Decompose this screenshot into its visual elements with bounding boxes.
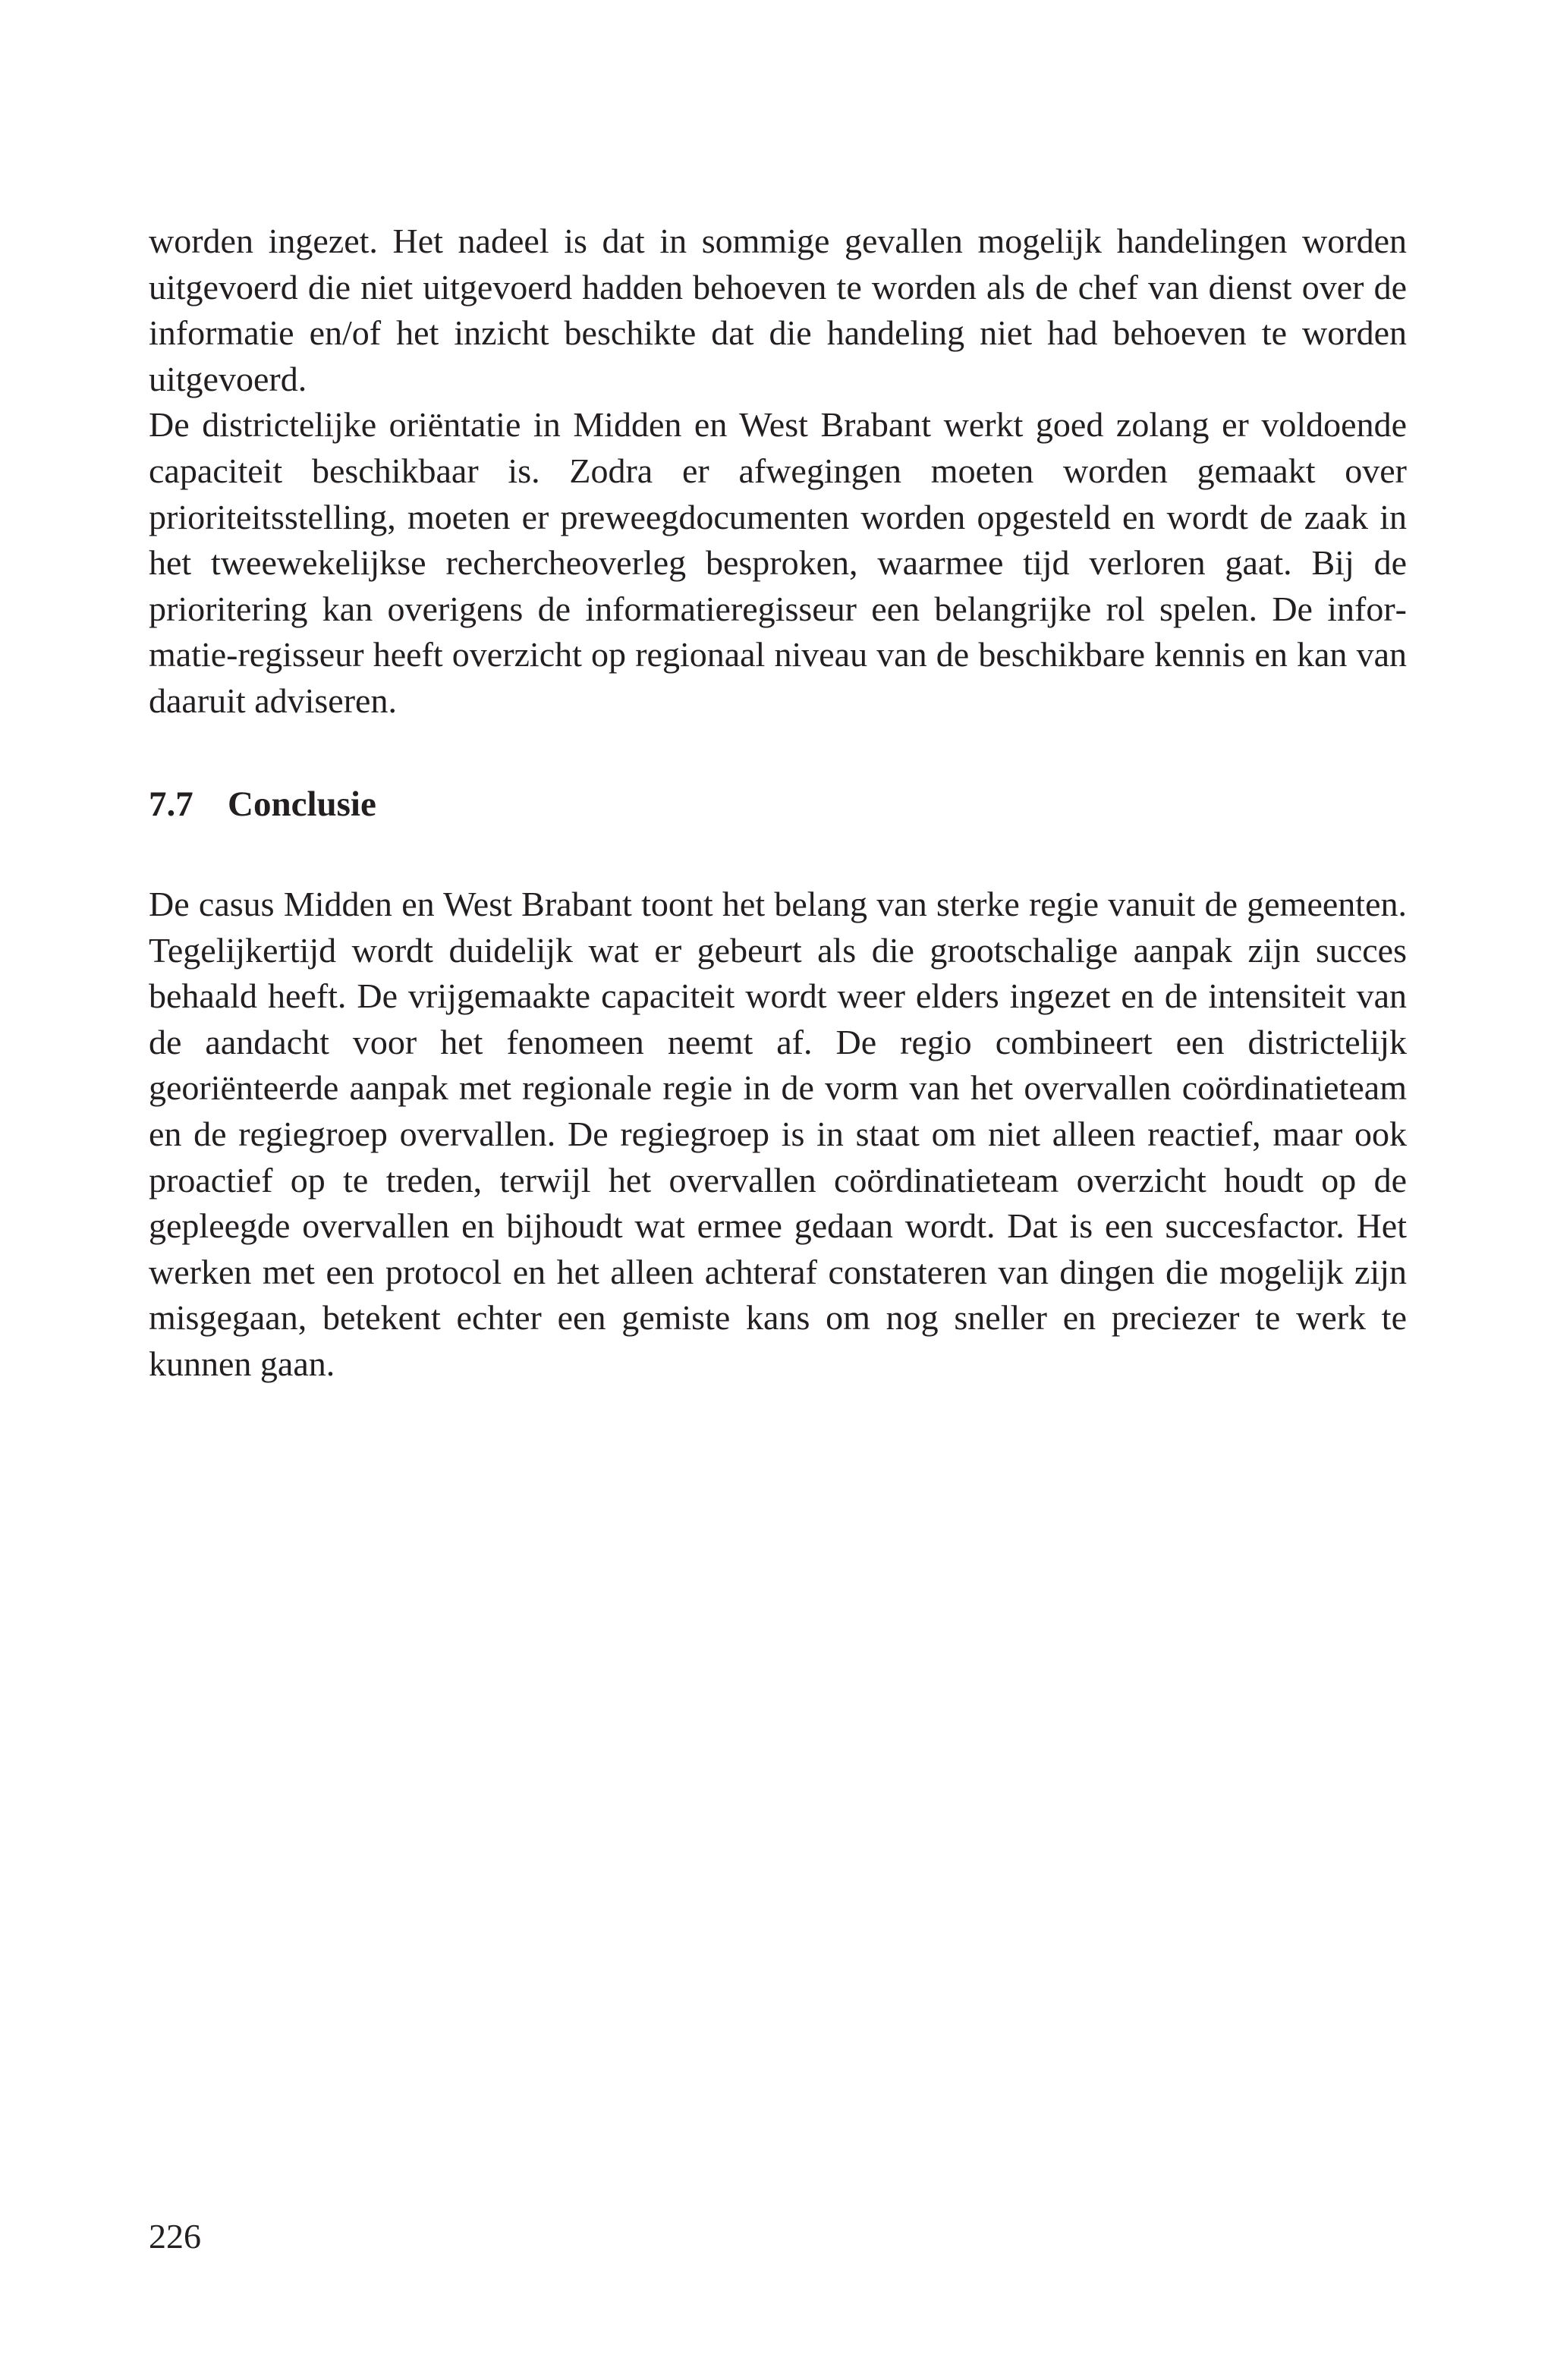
paragraph-districtelijke-orientatie: De districtelijke oriëntatie in Midden en West Brabant werkt goed zolang er voldoende capaciteit beschikbaar is. Zodra er afwegingen moeten worden gemaakt over prioriteitsstelling, moeten er preweegdocumenten worden opgesteld en wordt de zaak in het tweewekelijkse rechercheoverleg besproken, waarmee tijd verloren gaat. Bij de prioritering kan overigens de informatieregisseur een belangrijke rol spelen. De informatie-regisseur heeft overzicht op regionaal niveau van de beschikbare kennis en kan van daaruit adviseren.	[149, 405, 1407, 720]
section-title: Conclusie	[228, 784, 376, 824]
paragraph-conclusie: De casus Midden en West Brabant toont het belang van sterke regie vanuit de gemeenten. Tegelijkertijd wordt duidelijk wat er gebeurt als die grootschalige aanpak zijn succes behaald heeft. De vrijgemaakte capaciteit wordt weer elders ingezet en de intensiteit van de aandacht voor het fenomeen neemt af. De regio combineert een districtelijk georiënteerde aanpak met regionale regie in de vorm van het overvallen coördinatieteam en de regiegroep overvallen. De regiegroep is in staat om niet alleen reactief, maar ook proactief op te treden, terwijl het overvallen coördinatieteam overzicht houdt op de gepleegde overvallen en bijhoudt wat ermee gedaan wordt. Dat is een succesfactor. Het werken met een protocol en het alleen achteraf constateren van dingen die mogelijk zijn misgegaan, betekent echter een gemiste kans om nog sneller en preciezer te werk te kunnen gaan.	[149, 885, 1407, 1383]
section-number: 7.7	[149, 784, 193, 824]
section-heading	[149, 781, 376, 827]
paragraph-handelingen: worden ingezet. Het nadeel is dat in sommige gevallen mogelijk handelingen worden uitgevoerd die niet uitgevoerd hadden behoeven te worden als de chef van dienst over de informatie en/of het inzicht beschikte dat die handeling niet had behoeven te worden uitgevoerd.	[149, 222, 1407, 398]
page-number: 226	[149, 2217, 201, 2256]
body-text-conclusie	[149, 882, 1407, 1388]
body-text-top	[149, 219, 1407, 725]
